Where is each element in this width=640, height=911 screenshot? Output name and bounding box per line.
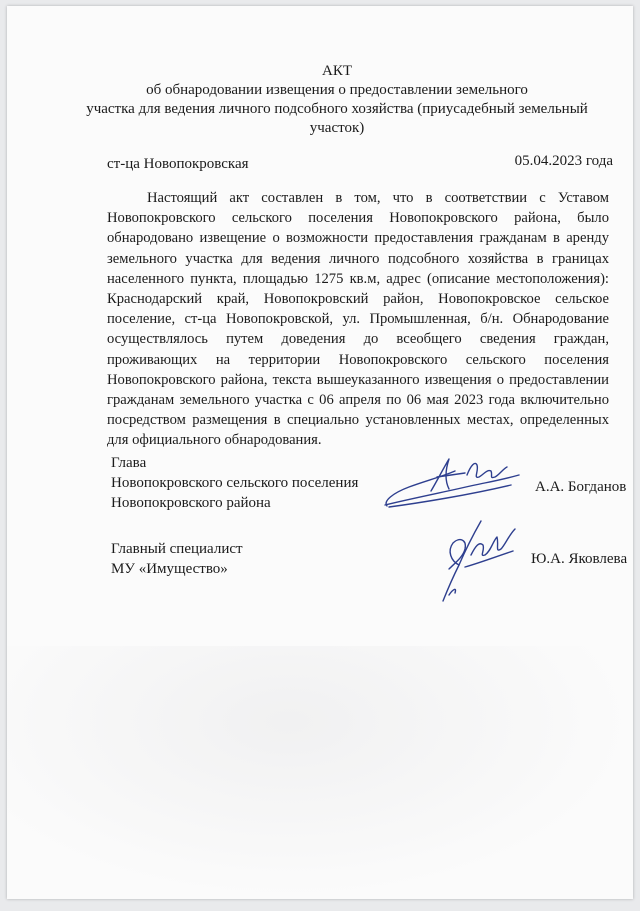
document-subtitle-line-2: участка для ведения личного подсобного хозяйства (приусадебный земельный xyxy=(86,101,588,117)
signatory-position-line: МУ «Имущество» xyxy=(111,561,228,577)
signatory-name: Ю.А. Яковлева xyxy=(531,551,628,567)
document-page xyxy=(7,6,633,899)
handwritten-signature-yakovleva xyxy=(435,511,525,606)
document-place: ст-ца Новопокровская xyxy=(107,156,249,172)
document-subtitle-line-1: об обнародовании извещения о предоставлении земельного xyxy=(146,82,528,98)
signatory-name: А.А. Богданов xyxy=(535,479,627,495)
body-paragraph: Настоящий акт составлен в том, что в соответствии с Уставом Новопокровского сельского поселения Новопокровского района, было обнародовано извещение о возможности предоставления гражданам в аренду земельного участка для ведения личного подсобного хозяйства в границах населенного пункта, площадью 1275 кв.м, адрес (описание местоположения): Краснодарский край, Новопокровский район, Новопокровское сельское поселение, ст-ца Новопокровской, ул. Промышленная, б/н. Обнародование осуществлялось путем доведения до всеобщего сведения граждан, проживающих на территории Новопокровского сельского поселения Новопокровского района, текста вышеуказанного извещения о предоставлении гражданам земельного участка с 06 апреля по 06 мая 2023 года включительно посредством размещения в специально установленных местах, определенных для официального обнародования. xyxy=(107,190,609,449)
signatory-position-line: Новопокровского района xyxy=(111,495,271,511)
document-header xyxy=(67,62,607,138)
document-subtitle-line-3: участок) xyxy=(309,120,365,136)
handwritten-signature-bogdanov xyxy=(379,451,529,513)
signatory-position-line: Главный специалист xyxy=(111,541,243,557)
document-date: 05.04.2023 года xyxy=(514,153,613,169)
signatory-head-position xyxy=(111,453,358,513)
document-title: АКТ xyxy=(322,63,352,79)
signatory-specialist-position xyxy=(111,539,243,579)
document-body xyxy=(107,188,609,451)
signatory-position-line: Новопокровского сельского поселения xyxy=(111,475,359,491)
signatory-position-line: Глава xyxy=(111,455,147,471)
